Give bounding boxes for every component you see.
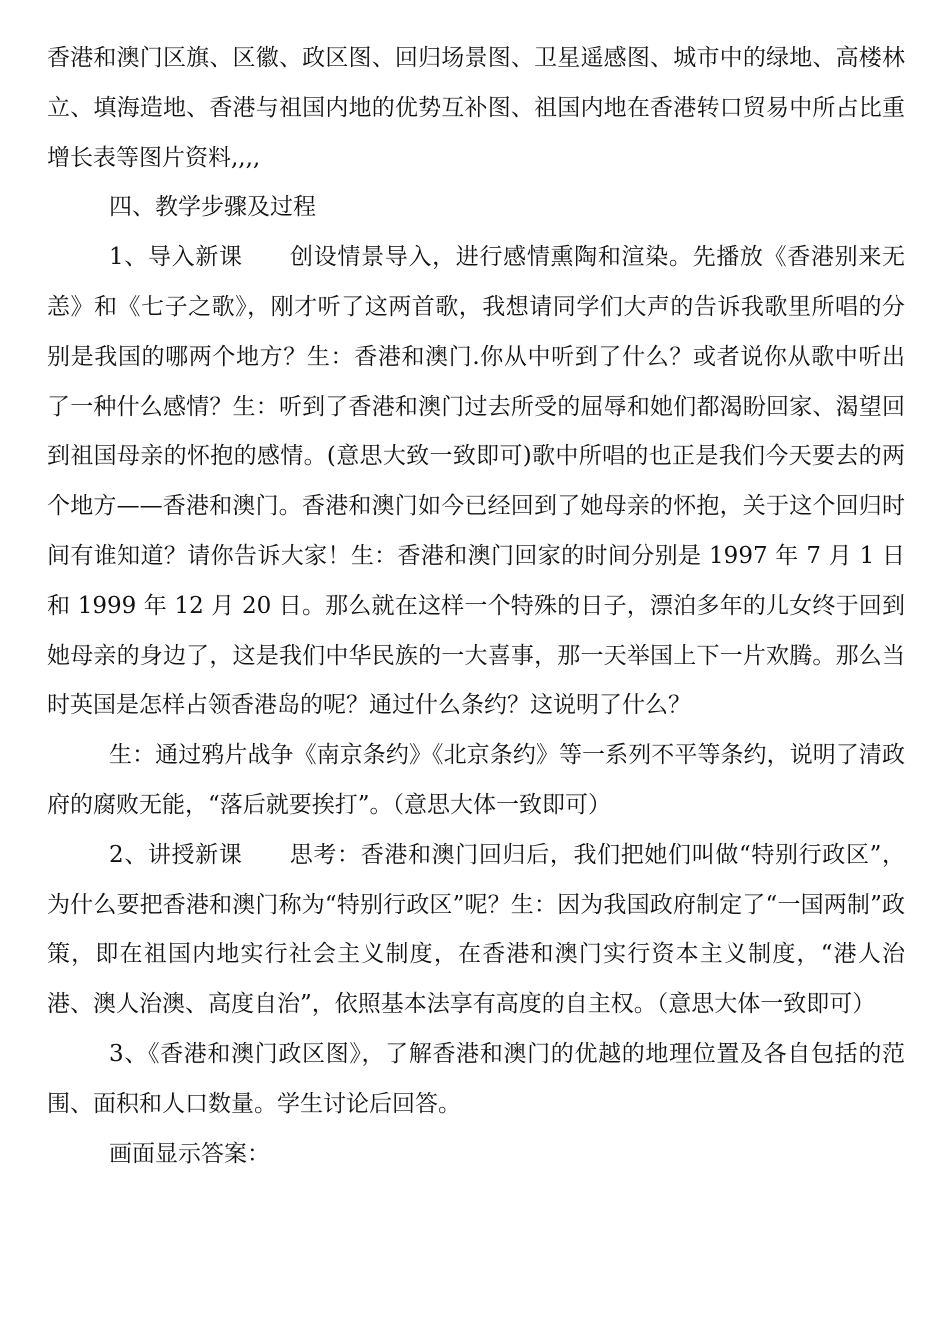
paragraph-show-answer: 画面显示答案：	[109, 1140, 270, 1167]
paragraph-materials-list: 香港和澳门区旗、区徽、政区图、回归场景图、卫星遥感图、城市中的绿地、高楼林立、填海造地、香港与祖国内地的优势互补图、祖国内地在香港转口贸易中所占比重增长表等图片资料,,,,	[47, 45, 905, 171]
paragraph-map-activity: 3、《香港和澳门政区图》，了解香港和澳门的优越的地理位置及各自包括的范围、面积和人口数量。学生讨论后回答。	[47, 1040, 905, 1117]
document-page	[47, 34, 905, 1179]
paragraph-new-lesson: 2、讲授新课 思考：香港和澳门回归后，我们把她们叫做“特别行政区”，为什么要把香港和澳门称为“特别行政区”呢？生：因为我国政府制定了“一国两制”政策，即在祖国内地实行社会主义制度，在香港和澳门实行资本主义制度，“港人治港、澳人治澳、高度自治”，依照基本法享有高度的自主权。（意思大体一致即可）	[47, 841, 905, 1018]
paragraph-introduction: 1、导入新课 创设情景导入，进行感情熏陶和渲染。先播放《香港别来无恙》和《七子之歌》，刚才听了这两首歌，我想请同学们大声的告诉我歌里所唱的分别是我国的哪两个地方？生：香港和澳门.你从中听到了什么？或者说你从歌中听出了一种什么感情？生：听到了香港和澳门过去所受的屈辱和她们都渴盼回家、渴望回到祖国母亲的怀抱的感情。(意思大致一致即可)歌中所唱的也正是我们今天要去的两个地方——香港和澳门。香港和澳门如今已经回到了她母亲的怀抱，关于这个回归时间有谁知道？请你告诉大家！生：香港和澳门回家的时间分别是 1997 年 7 月 1 日和 1999 年 12 月 20 日。那么就在这样一个特殊的日子，漂泊多年的儿女终于回到她母亲的身边了，这是我们中华民族的一大喜事，那一天举国上下一片欢腾。那么当时英国是怎样占领香港岛的呢？通过什么条约？这说明了什么？	[47, 244, 905, 719]
paragraph-student-answer-treaties: 生：通过鸦片战争《南京条约》《北京条约》等一系列不平等条约，说明了清政府的腐败无能，“落后就要挨打”。（意思大体一致即可）	[47, 742, 905, 818]
heading-teaching-steps: 四、教学步骤及过程	[109, 194, 316, 221]
